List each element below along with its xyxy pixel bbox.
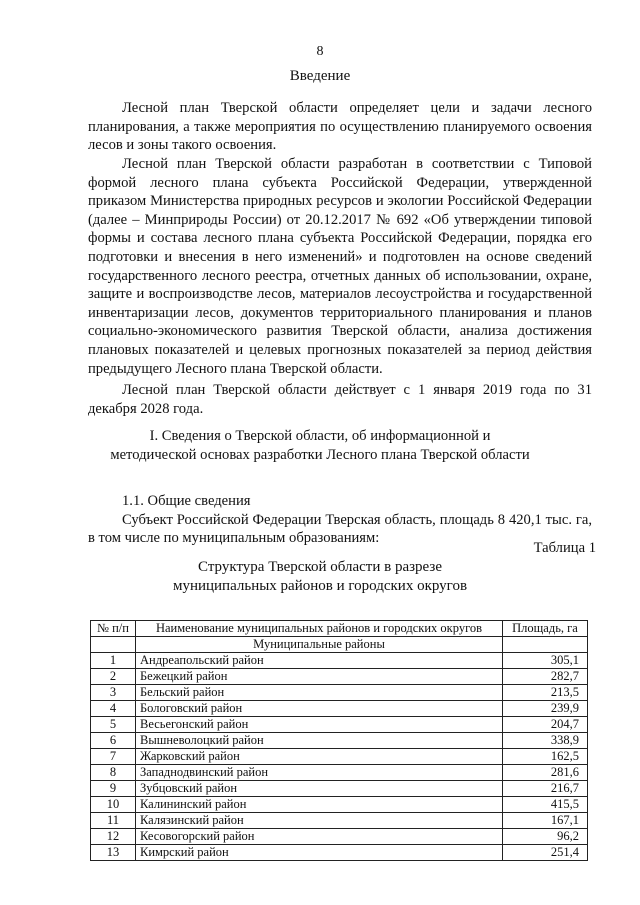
districts-table [90,620,588,861]
table-label: Таблица 1 [533,540,596,556]
table-row [91,829,588,845]
subsection [88,492,592,548]
header-number: № п/п [91,621,136,637]
intro-paragraph-3 [88,381,592,418]
row-name: Западнодвинский район [136,765,503,781]
row-name: Андреапольский район [136,653,503,669]
row-number: 9 [91,781,136,797]
table-row [91,653,588,669]
header-area: Площадь, га [503,621,588,637]
row-area: 282,7 [503,669,588,685]
table-row [91,701,588,717]
row-name: Кесовогорский район [136,829,503,845]
table-row [91,797,588,813]
row-name: Бологовский район [136,701,503,717]
row-number: 6 [91,733,136,749]
row-name: Бежецкий район [136,669,503,685]
row-name: Весьегонский район [136,717,503,733]
row-number: 3 [91,685,136,701]
row-number: 5 [91,717,136,733]
subsection-heading: 1.1. Общие сведения [122,493,251,509]
table-group-row [91,637,588,653]
row-name: Калязинский район [136,813,503,829]
paragraph-text: Лесной план Тверской области разработан в соответствии с Типовой формой лесного плана субъекта Российской Федерации, утвержденной приказом Министерства природных ресурсов и экологии Российской Федерации (далее – Минприроды России) от 20.12.2017 № 692 «Об утверждении типовой формы и состава лесного плана субъекта Российской Федерации, порядка его подготовки и внесения в него изменений» и подготовлен на основе сведений государственного лесного реестра, отчетных данных об использовании, охране, защите и воспроизводстве лесов, материалов лесоустройства и государственной инвентаризации лесов, документов территориального планирования и планов социально-экономического развития Тверской области, анализа достижения плановых показателей и целевых прогнозных показателей за период действия предыдущего Лесного плана Тверской области. [88,156,592,377]
row-number: 8 [91,765,136,781]
intro-paragraph-1 [88,99,592,155]
row-area: 216,7 [503,781,588,797]
table-row [91,765,588,781]
table-row [91,733,588,749]
table-row [91,813,588,829]
subsection-text: Субъект Российской Федерации Тверская область, площадь 8 420,1 тыс. га, в том числе по муниципальным образованиям: [88,511,592,547]
row-area: 305,1 [503,653,588,669]
row-number: 2 [91,669,136,685]
row-area: 281,6 [503,765,588,781]
row-area: 239,9 [503,701,588,717]
row-number: 7 [91,749,136,765]
page-heading: Введение [289,68,351,84]
page-number: 8 [316,44,324,59]
section-title-line-2: методической основах разработки Лесного плана Тверской области [110,447,530,463]
row-number: 4 [91,701,136,717]
row-number: 1 [91,653,136,669]
paragraph-text: Лесной план Тверской области действует с 1 января 2019 года по 31 декабря 2028 года. [88,382,592,417]
row-name: Жарковский район [136,749,503,765]
table-title-line-1: Структура Тверской области в разрезе [198,559,442,575]
row-number: 13 [91,845,136,861]
row-area: 96,2 [503,829,588,845]
table-row [91,845,588,861]
row-number: 12 [91,829,136,845]
table-header-row [91,621,588,637]
row-number: 11 [91,813,136,829]
row-area: 251,4 [503,845,588,861]
row-area: 213,5 [503,685,588,701]
row-name: Зубцовский район [136,781,503,797]
table-title-line-2: муниципальных районов и городских округов [172,578,468,594]
row-name: Калининский район [136,797,503,813]
row-area: 204,7 [503,717,588,733]
paragraph-text: Лесной план Тверской области определяет цели и задачи лесного планирования, а также мероприятия по осуществлению планируемого освоения лесов и зоны такого освоения. [88,100,592,154]
row-name: Вышневолоцкий район [136,733,503,749]
row-name: Кимрский район [136,845,503,861]
intro-paragraph-2 [88,155,592,378]
row-number: 10 [91,797,136,813]
table-row [91,749,588,765]
row-area: 415,5 [503,797,588,813]
group-label: Муниципальные районы [136,637,503,653]
row-area: 338,9 [503,733,588,749]
header-name: Наименование муниципальных районов и городских округов [136,621,503,637]
row-area: 162,5 [503,749,588,765]
table-row [91,685,588,701]
table-row [91,781,588,797]
table-row [91,669,588,685]
row-name: Бельский район [136,685,503,701]
section-title [0,427,640,465]
table-title [0,558,640,596]
row-area: 167,1 [503,813,588,829]
section-title-line-1: I. Сведения о Тверской области, об информационной и [149,428,491,444]
table-row [91,717,588,733]
